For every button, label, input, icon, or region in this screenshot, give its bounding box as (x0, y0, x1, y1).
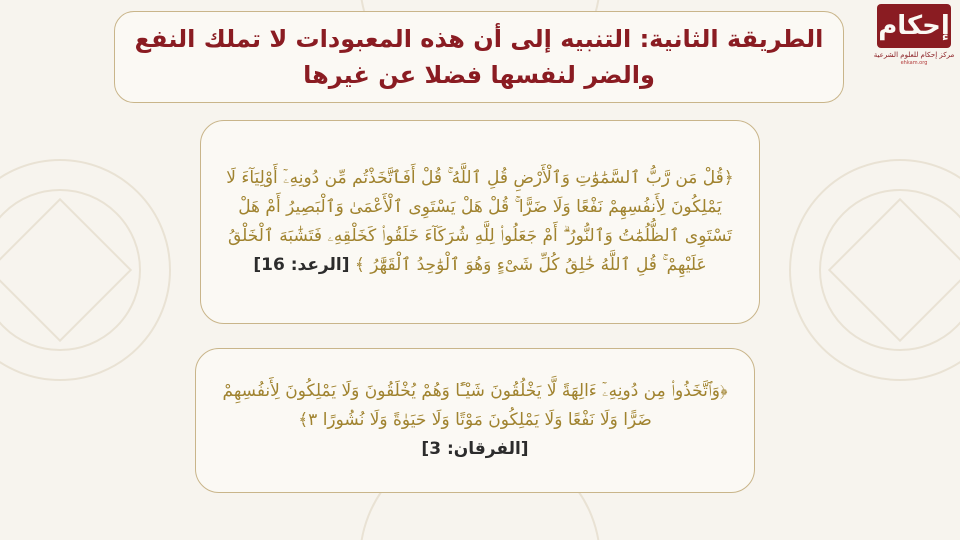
logo-subtitle: مركز إحكام للعلوم الشرعية (873, 51, 955, 59)
logo (872, 4, 956, 70)
verse-box-1 (200, 120, 760, 324)
slide-title: الطريقة الثانية: التنبيه إلى أن هذه المعبودات لا تملك النفع والضر لنفسها فضلا عن غيرها (134, 25, 824, 89)
verse-2-reference: [الفرقان: 3] (421, 439, 529, 459)
logo-mark: إحكام (877, 4, 951, 48)
verse-2-quran: ﴿وَٱتَّخَذُوا۟ مِن دُونِهِۦٓ ءَالِهَةً لَّا يَخْلُقُونَ شَيْـًٔا وَهُمْ يُخْلَقُونَ وَلَا يَمْلِكُونَ لِأَنفُسِهِمْ ضَرًّا وَلَا نَفْعًا وَلَا يَمْلِكُونَ مَوْتًا وَلَا حَيَوٰةً وَلَا نُشُورًا ٣﴾ (222, 381, 728, 430)
verse-1-reference: [الرعد: 16] (253, 255, 350, 275)
verse-1-quran: ﴿قُلْ مَن رَّبُّ ٱلسَّمَٰوَٰتِ وَٱلْأَرْضِ قُلِ ٱللَّهُ ۚ قُلْ أَفَٱتَّخَذْتُم مِّن دُونِهِۦٓ أَوْلِيَآءَ لَا يَمْلِكُونَ لِأَنفُسِهِمْ نَفْعًا وَلَا ضَرًّا ۚ قُلْ هَلْ يَسْتَوِى ٱلْأَعْمَىٰ وَٱلْبَصِيرُ أَمْ هَلْ تَسْتَوِى ٱلظُّلُمَٰتُ وَٱلنُّورُ ۗ أَمْ جَعَلُوا۟ لِلَّهِ شُرَكَآءَ خَلَقُوا۟ كَخَلْقِهِۦ فَتَشَٰبَهَ ٱلْخَلْقُ عَلَيْهِمْ ۚ قُلِ ٱللَّهُ خَٰلِقُ كُلِّ شَىْءٍ وَهُوَ ٱلْوَٰحِدُ ٱلْقَهَّٰرُ ﴾ (226, 168, 734, 275)
verse-text-1 (223, 164, 737, 280)
verse-box-2 (195, 348, 755, 493)
logo-url: ehkam.org (900, 60, 928, 66)
verse-text-2 (218, 377, 732, 464)
title-box (114, 11, 844, 103)
